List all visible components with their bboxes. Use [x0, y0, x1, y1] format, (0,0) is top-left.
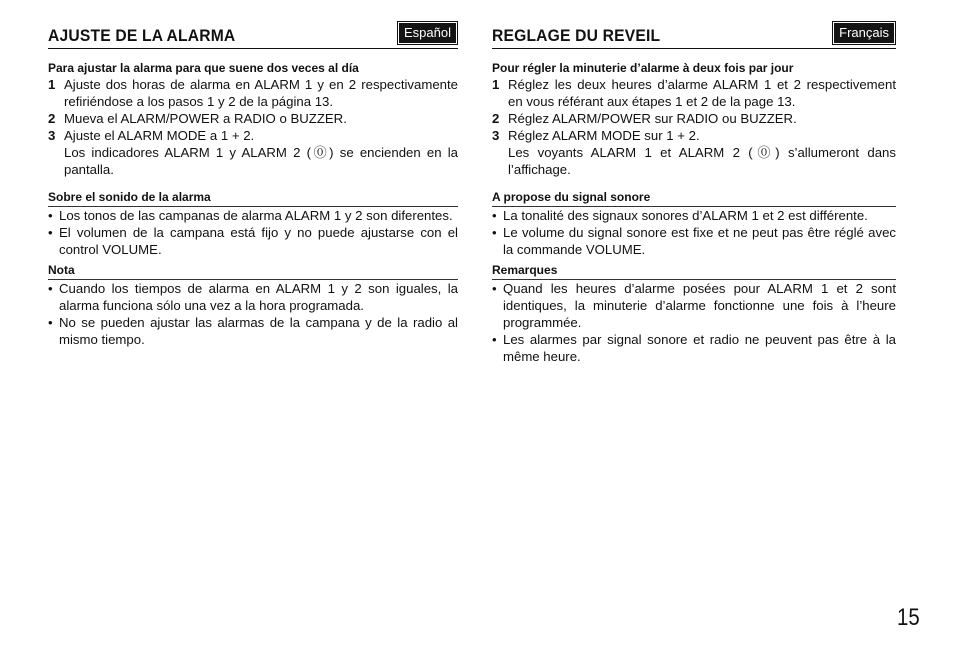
step-2: [48, 110, 458, 127]
bullet-icon: •: [492, 208, 497, 223]
step-1: [48, 76, 458, 110]
step-number: 2: [492, 111, 500, 126]
bullet-text: Les alarmes par signal sonore et radio ne peuvent pas être à la même heure.: [503, 332, 896, 364]
step-text: Réglez les deux heures d’alarme ALARM 1 et 2 respectivement en vous référant aux étapes 1 et 2 de la page 13.: [508, 77, 896, 109]
bullet-text: Los tonos de las campanas de alarma ALARM 1 y 2 son diferentes.: [59, 208, 453, 223]
step-number: 1: [48, 77, 56, 92]
subheading-remarks: Remarques: [492, 263, 558, 277]
step-text: Ajuste dos horas de alarma en ALARM 1 y en 2 respectivamente refiriéndose a los pasos 1 y 2 de la página 13.: [64, 77, 458, 109]
step-text: Réglez ALARM MODE sur 1 + 2.: [508, 128, 700, 143]
french-section: [492, 20, 896, 365]
bullet-item: [48, 207, 458, 224]
bullet-item: [48, 224, 458, 258]
bullet-icon: •: [492, 281, 497, 296]
bullet-text: Le volume du signal sonore est fixe et ne peut pas être réglé avec la commande VOLUME.: [503, 225, 896, 257]
section-title: REGLAGE DU REVEIL: [492, 26, 661, 45]
bullet-text: Quand les heures d’alarme posées pour ALARM 1 et 2 sont identiques, la minuterie d’alarme fonctionne une fois à l’heure programmée.: [503, 281, 896, 330]
subheading-note: Nota: [48, 263, 75, 277]
language-badge: Español: [397, 21, 458, 45]
step-number: 2: [48, 111, 56, 126]
step-number: 3: [48, 128, 56, 143]
bullet-item: [492, 224, 896, 258]
step-1: [492, 76, 896, 110]
bullet-text: El volumen de la campana está fijo y no puede ajustarse con el control VOLUME.: [59, 225, 458, 257]
step-3: [48, 127, 458, 144]
bullet-icon: •: [48, 315, 53, 330]
bullet-icon: •: [492, 332, 497, 347]
section-title: AJUSTE DE LA ALARMA: [48, 26, 236, 45]
step-2: [492, 110, 896, 127]
step-3: [492, 127, 896, 144]
bullet-item: [492, 280, 896, 331]
bullet-icon: •: [48, 208, 53, 223]
subheading-twice-daily: Pour régler la minuterie d’alarme à deux fois par jour: [492, 61, 794, 75]
subheading-alarm-sound: A propose du signal sonore: [492, 190, 651, 204]
section-header: [492, 20, 896, 49]
section-header: [48, 20, 458, 49]
step-number: 3: [492, 128, 500, 143]
spanish-section: [48, 20, 458, 348]
step-3-note: Les voyants ALARM 1 et ALARM 2 (⓪) s’allumeront dans l’affichage.: [508, 145, 896, 177]
bullet-text: Cuando los tiempos de alarma en ALARM 1 y 2 son iguales, la alarma funciona sólo una vez a la hora programada.: [59, 281, 458, 313]
step-text: Mueva el ALARM/POWER a RADIO o BUZZER.: [64, 111, 347, 126]
bullet-item: [48, 280, 458, 314]
bullet-item: [492, 331, 896, 365]
step-number: 1: [492, 77, 500, 92]
page-number: 15: [897, 604, 920, 631]
step-text: Réglez ALARM/POWER sur RADIO ou BUZZER.: [508, 111, 797, 126]
bullet-text: La tonalité des signaux sonores d’ALARM 1 et 2 est différente.: [503, 208, 868, 223]
bullet-text: No se pueden ajustar las alarmas de la campana y de la radio al mismo tiempo.: [59, 315, 458, 347]
language-badge: Français: [832, 21, 896, 45]
bullet-item: [48, 314, 458, 348]
bullet-icon: •: [48, 225, 53, 240]
bullet-icon: •: [492, 225, 497, 240]
bullet-icon: •: [48, 281, 53, 296]
step-text: Ajuste el ALARM MODE a 1 + 2.: [64, 128, 255, 143]
subheading-twice-daily: Para ajustar la alarma para que suene dos veces al día: [48, 61, 359, 75]
bullet-item: [492, 207, 896, 224]
step-3-note: Los indicadores ALARM 1 y ALARM 2 (⓪) se encienden en la pantalla.: [64, 145, 458, 177]
subheading-alarm-sound: Sobre el sonido de la alarma: [48, 190, 211, 204]
